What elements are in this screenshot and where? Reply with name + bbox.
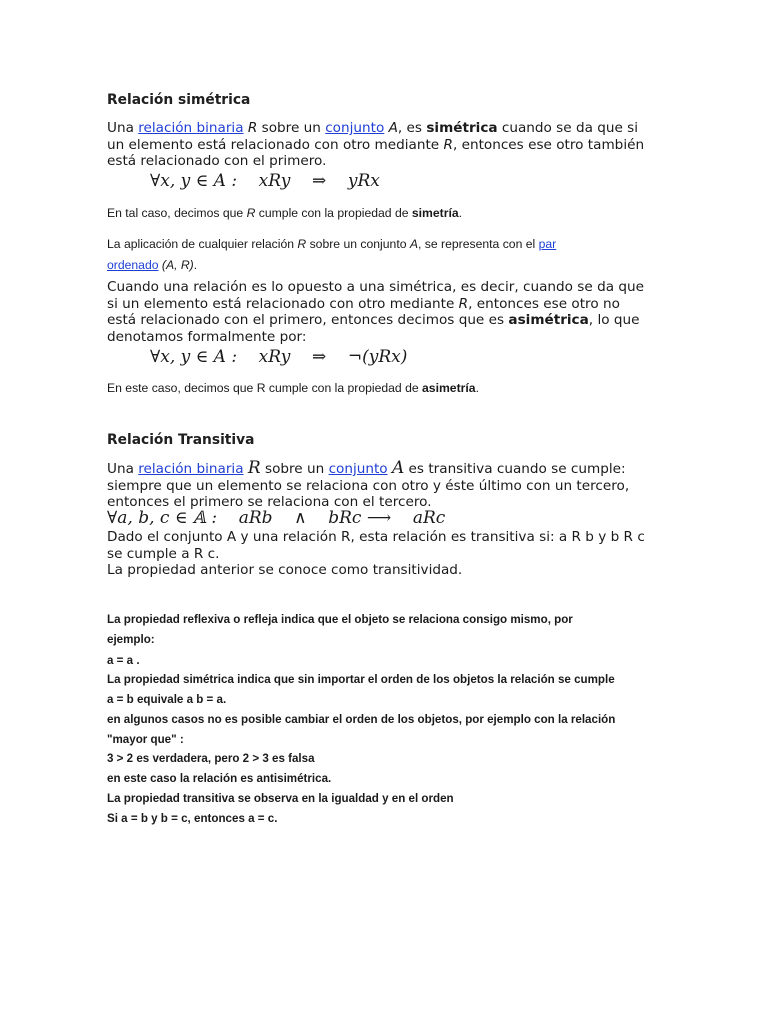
paragraph-simetrica-definition	[107, 120, 652, 170]
text: , lo que denotamos formalmente por:	[107, 312, 640, 345]
text: En este caso, decimos que R cumple con la propiedad de	[107, 381, 423, 395]
symbol-a: A	[409, 237, 419, 251]
paragraph-transitividad: La propiedad anterior se conoce como transitividad.	[107, 562, 463, 578]
text: Cuando una relación es lo opuesto a una simétrica, es decir, cuando se da que si un elemento está relacionado con otro mediante	[107, 279, 644, 312]
property-line: en algunos casos no es posible cambiar el orden de los objetos, por ejemplo con la relación	[107, 713, 616, 726]
paragraph-transitiva-ejemplo: Dado el conjunto A y una relación R, esta relación es transitiva si: a R b y b R c se cumple a R c.	[107, 529, 645, 562]
text: Una	[107, 461, 139, 477]
section-heading-transitiva: Relación Transitiva	[107, 432, 255, 448]
section-heading-simetrica: Relación simétrica	[107, 92, 251, 108]
symbol-r: R	[247, 458, 261, 478]
text: , se representa con el	[418, 237, 539, 251]
text: cumple con la propiedad de	[255, 206, 412, 220]
property-line: a = b equivale a b = a.	[107, 693, 227, 706]
text: , entonces ese otro también está relacionado con el primero.	[107, 136, 645, 169]
text: Una	[107, 120, 139, 136]
text: sobre un conjunto	[306, 237, 410, 251]
link-conjunto[interactable]: conjunto	[328, 461, 388, 477]
text: , es	[397, 120, 427, 136]
property-line: a = a .	[107, 654, 140, 667]
bold-term-simetrica: simétrica	[426, 120, 498, 136]
property-line: "mayor que" :	[107, 733, 184, 746]
bold-term-simetria: simetría	[411, 206, 459, 220]
paragraph-transitiva-definition	[107, 460, 652, 511]
link-relacion-binaria[interactable]: relación binaria	[138, 461, 244, 477]
formula-asimetria: ∀x, y ∈ A : xRy ⇒ ¬(yRx)	[150, 347, 408, 367]
text: .	[458, 206, 463, 220]
bold-term-asimetria: asimetría	[422, 381, 476, 395]
property-line: ejemplo:	[107, 633, 155, 646]
text: En tal caso, decimos que	[107, 206, 247, 220]
symbol-r: R	[247, 120, 258, 136]
property-line: La propiedad transitiva se observa en la igualdad y en el orden	[107, 792, 454, 805]
link-conjunto[interactable]: conjunto	[325, 120, 385, 136]
text: .	[193, 258, 198, 272]
property-line: en este caso la relación es antisimétrica.	[107, 772, 332, 785]
property-line: Si a = b y b = c, entonces a = c.	[107, 812, 278, 825]
bold-term-asimetrica: asimétrica	[508, 312, 589, 328]
paragraph-par-ordenado	[107, 234, 607, 276]
text: es transitiva cuando se cumple: siempre que un elemento se relaciona con otro y éste último con un tercero, entonces el primero se relaciona con el tercero.	[107, 461, 630, 510]
text: .	[475, 381, 479, 395]
symbol-r: R	[246, 206, 256, 220]
property-line: 3 > 2 es verdadera, pero 2 > 3 es falsa	[107, 752, 315, 765]
link-relacion-binaria[interactable]: relación binaria	[138, 120, 244, 136]
symbol-a: A	[388, 120, 398, 136]
formula-simetria: ∀x, y ∈ A : xRy ⇒ yRx	[150, 171, 380, 191]
symbol-r: R	[458, 295, 469, 312]
text: , entonces ese otro no está relacionado con el primero, entonces decimos que es	[107, 295, 620, 328]
symbol-r: R	[297, 237, 307, 251]
ordered-pair: (A, R)	[161, 258, 194, 272]
text: sobre un	[260, 461, 329, 477]
property-line: La propiedad reflexiva o refleja indica que el objeto se relaciona consigo mismo, por	[107, 613, 573, 626]
text: La aplicación de cualquier relación	[107, 237, 298, 251]
symbol-r: R	[443, 136, 453, 153]
paragraph-asimetrica-definition	[107, 279, 652, 345]
symbol-a: A	[391, 458, 405, 478]
paragraph-simetria-property	[107, 206, 657, 221]
formula-transitividad: ∀a, b, c ∈ 𝔸 : aRb ∧ bRc ⟶ aRc	[107, 508, 446, 528]
text: sobre un	[257, 120, 326, 136]
paragraph-asimetria-property	[107, 381, 657, 396]
text: cuando se da que si un elemento está relacionado con otro mediante	[107, 120, 639, 153]
link-par-ordenado[interactable]: par ordenado	[107, 237, 557, 272]
property-line: La propiedad simétrica indica que sin importar el orden de los objetos la relación se cumple	[107, 673, 615, 686]
